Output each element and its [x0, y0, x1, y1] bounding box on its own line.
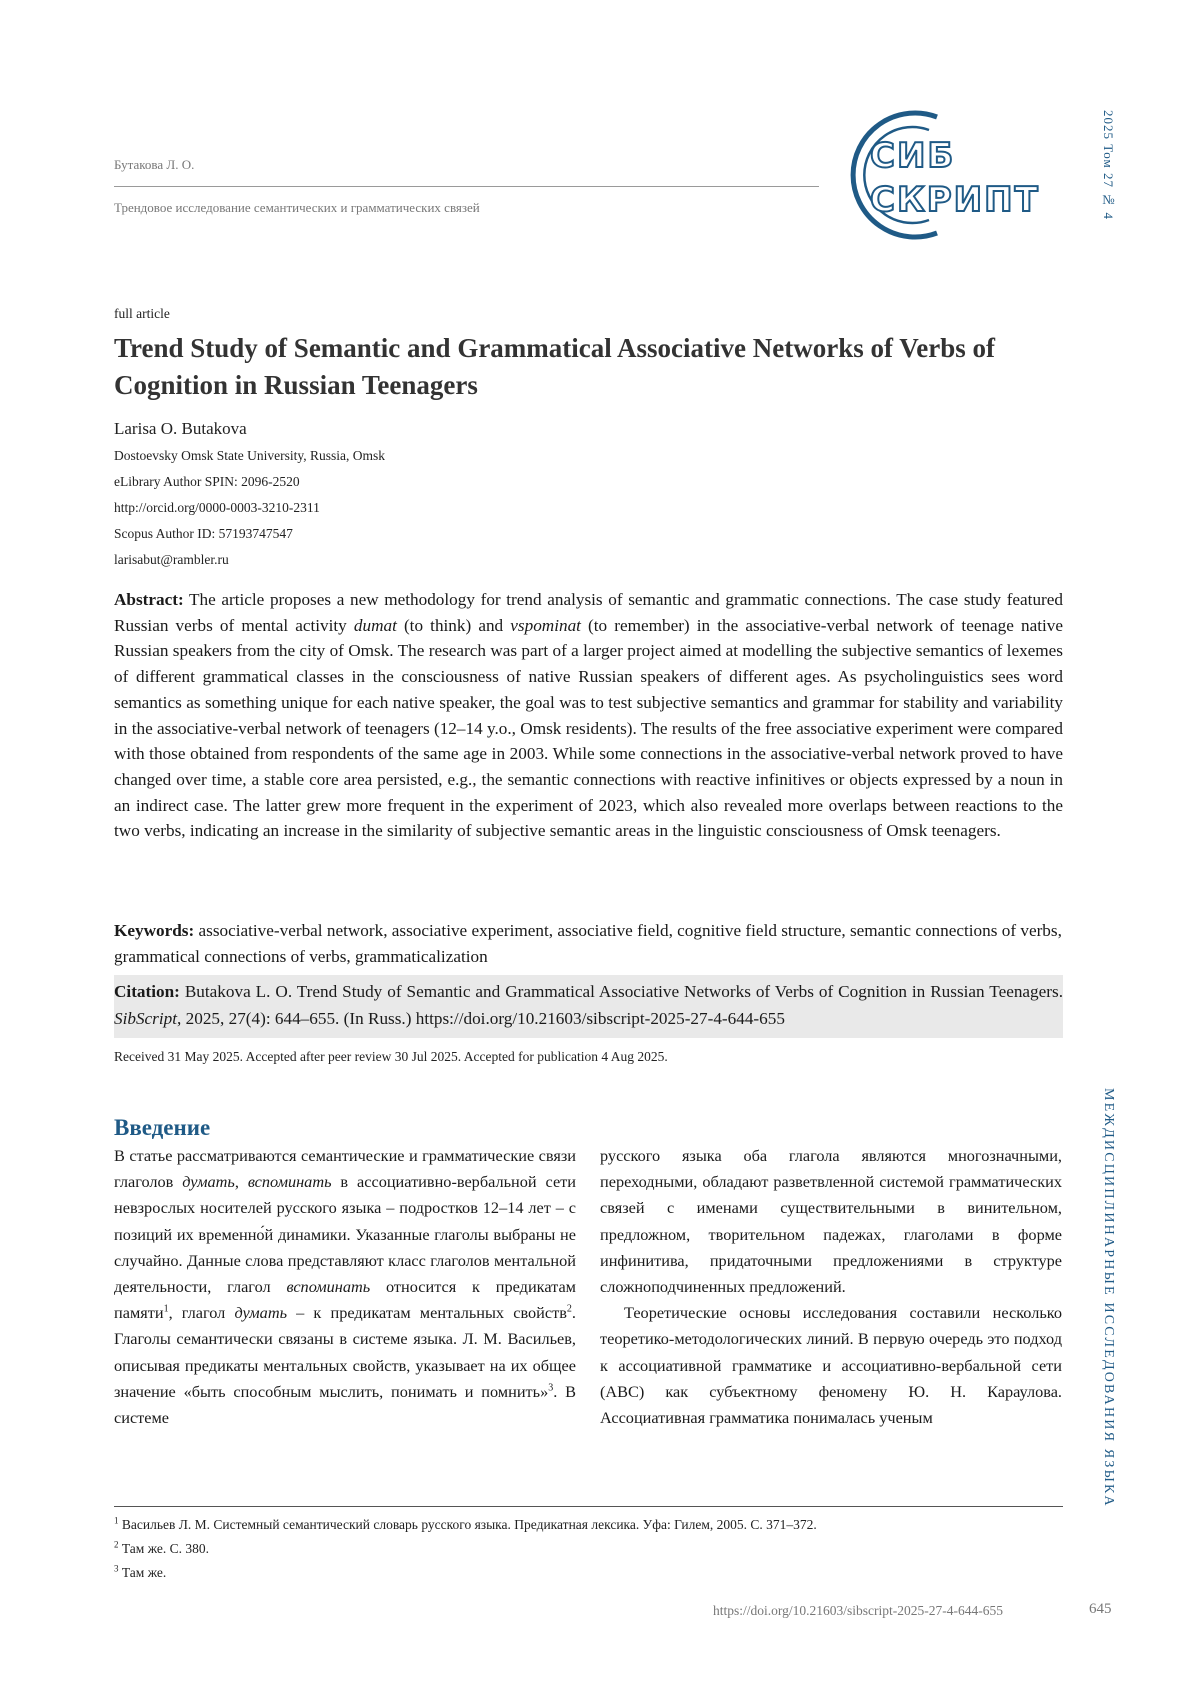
footer-doi-link[interactable]: https://doi.org/10.21603/sibscript-2025-27-4-644-655	[713, 1603, 1003, 1618]
volume-label: 2025 Том 27 № 4	[1101, 110, 1116, 220]
term-vspominat: vspominat	[510, 615, 581, 635]
footnote-ref-2[interactable]: 2	[566, 1303, 572, 1315]
article-title: Trend Study of Semantic and Grammatical Associative Networks of Verbs of Cognition in Russian Teenagers	[114, 333, 995, 400]
footnote: $^3$ Там же.	[114, 1563, 167, 1580]
article-type: full article	[114, 306, 170, 321]
author-name: Larisa O. Butakova	[114, 419, 247, 438]
citation-label: Citation:	[114, 982, 180, 1001]
journal-logo	[832, 105, 1072, 245]
orcid-link[interactable]: http://orcid.org/0000-0003-3210-2311	[114, 500, 320, 515]
citation: Citation: Butakova L. O. Trend Study of Semantic and Grammatical Associative Networks of Verbs of Cognition in Russian Teenagers. SibScript, 2025, 27(4): 644–655. (In Russ.) https://doi.org/10.21603/sibscript-2025-27-4-644-655	[114, 982, 1063, 1028]
abstract: Abstract: The article proposes a new methodology for trend analysis of semantic and grammatic connections. The case study featured Russian verbs of mental activity dumat (to think) and vspominat (to remember) in the associative-verbal network of teenage native Russian speakers from the city of Omsk. The research was part of a larger project aimed at modelling the subjective semantics of lexemes of different grammatical classes in the consciousness of native Russian speakers of different ages. As psycholinguistics sees word semantics as something unique for each native speaker, the goal was to test subjective semantics and grammar for stability and variability in the associative-verbal network of teenagers (12–14 y.o., Omsk residents). The results of the free associative experiment were compared with those obtained from respondents of the same age in 2003. While some connections in the associative-verbal network proved to have changed over time, a stable core area persisted, e.g., the semantic connections with reactive infinitives or objects expressed by a noun in an indirect case. The latter grew more frequent in the experiment of 2023, which also revealed more overlaps between reactions to the two verbs, indicating an increase in the similarity of subjective semantic areas in the linguistic consciousness of Omsk teenagers.	[114, 590, 1064, 841]
body-column-right	[600, 1143, 1062, 1431]
footnote-ref-3[interactable]: 3	[548, 1382, 554, 1394]
page-number: 645	[1089, 1601, 1112, 1617]
journal-logo-icon	[832, 105, 1072, 245]
affiliation: Dostoevsky Omsk State University, Russia, Omsk	[114, 448, 385, 463]
spin: eLibrary Author SPIN: 2096-2520	[114, 474, 300, 489]
running-head-author: Бутакова Л. О.	[114, 157, 195, 172]
logo-line-1: СИБ	[870, 136, 956, 176]
footnote-ref-1[interactable]: 1	[163, 1303, 169, 1315]
paragraph: В статье рассматриваются семантические и грамматические связи глаголов думать, вспоминать в ассоциативно-вербальной сети невзрослых носителей русского языка – подростков 12–14 лет – с позиций их временно́й динамики. Указанные глаголы выбраны не случайно. Данные слова представляют класс глаголов ментальной деятельности, глагол вспоминать относится к предикатам памяти$^1$, глагол думать – к предикатам ментальных свойств$^2$. Глаголы семантически связаны в системе языка. Л. М. Васильев, описывая предикаты ментальных свойств, указывает на их общее значение «быть способным мыслить, понимать и помнить»$^3$. В системе	[114, 1146, 576, 1428]
paragraph: Теоретические основы исследования составили несколько теоретико-методологических линий. В первую очередь это подход к ассоциативной грамматике и ассоциативно-вербальной сети (АВС) как субъектному феномену Ю. Н. Караулова. Ассоциативная грамматика понималась ученым	[600, 1303, 1062, 1428]
body-column-left	[114, 1143, 576, 1431]
section-label: МЕЖДИСЦИПЛИНАРНЫЕ ИССЛЕДОВАНИЯ ЯЗЫКА	[1101, 1088, 1116, 1508]
paragraph: русского языка оба глагола являются многозначными, переходными, обладают разветвленной системой грамматических связей с именами существительными в винительном, предложном, творительном падежах, глаголами в форме инфинитива, придаточными предложениями в структуре сложноподчиненных предложений.	[600, 1146, 1062, 1297]
scopus-id: Scopus Author ID: 57193747547	[114, 526, 293, 541]
email-link[interactable]: larisabut@rambler.ru	[114, 552, 229, 567]
section-heading: Введение	[114, 1115, 211, 1140]
footnote: $^1$ Васильев Л. М. Системный семантический словарь русского языка. Предикатная лексика. Уфа: Гилем, 2005. С. 371–372.	[114, 1515, 817, 1532]
term-dumat: dumat	[353, 615, 397, 635]
journal-name: SibScript	[114, 1009, 178, 1028]
received-dates: Received 31 May 2025. Accepted after peer review 30 Jul 2025. Accepted for publication 4 Aug 2025.	[114, 1049, 668, 1064]
abstract-label: Abstract:	[114, 590, 184, 609]
running-head-title: Трендовое исследование семантических и грамматических связей	[114, 200, 480, 215]
footnote-divider	[114, 1506, 1063, 1507]
keywords-label: Keywords:	[114, 921, 195, 940]
logo-line-2: СКРИПТ	[870, 180, 1040, 220]
footnote: $^2$ Там же. С. 380.	[114, 1539, 209, 1556]
header-divider	[114, 186, 819, 187]
keywords: Keywords: associative-verbal network, associative experiment, associative field, cognitive field structure, semantic connections of verbs, grammatical connections of verbs, grammaticalization	[114, 921, 1062, 966]
